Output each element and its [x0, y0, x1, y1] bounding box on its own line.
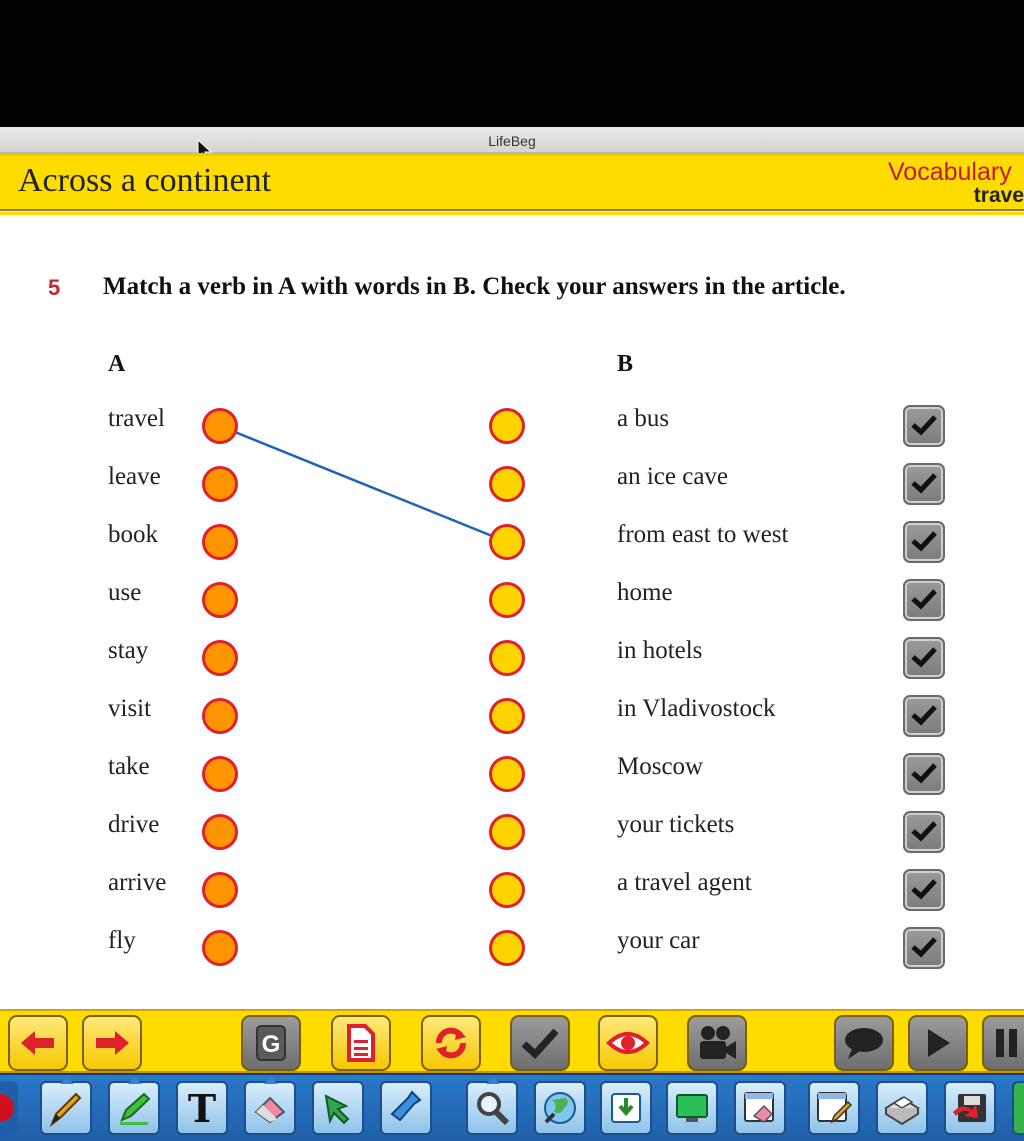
column-b-phrase: in hotels	[617, 637, 703, 664]
column-b-dot[interactable]	[489, 814, 525, 850]
text-tool-button[interactable]	[176, 1081, 228, 1135]
highlighter-tool-button[interactable]	[108, 1081, 160, 1135]
refresh-button[interactable]	[421, 1015, 481, 1071]
video-button[interactable]	[687, 1015, 747, 1071]
forward-arrow-icon	[93, 1028, 131, 1058]
section-sublabel: trave	[973, 184, 1024, 207]
checkmark-icon	[910, 587, 938, 611]
column-b-dot[interactable]	[489, 698, 525, 734]
column-a-word: visit	[108, 695, 152, 722]
column-a-dot[interactable]	[202, 524, 238, 560]
web-button[interactable]	[534, 1081, 586, 1135]
check-icon	[520, 1026, 560, 1060]
column-a-dot[interactable]	[202, 756, 238, 792]
column-a-dot[interactable]	[202, 408, 238, 444]
color-picker-button[interactable]	[0, 1081, 18, 1135]
column-a-word: arrive	[108, 869, 167, 896]
play-button[interactable]	[908, 1015, 968, 1071]
back-arrow-icon	[19, 1028, 57, 1058]
save-button[interactable]	[944, 1081, 996, 1135]
zoom-icon	[472, 1088, 512, 1128]
exercise-instruction: Match a verb in A with words in B. Check your answers in the article.	[103, 273, 846, 300]
pen-tool-button[interactable]	[40, 1081, 92, 1135]
check-row-button[interactable]	[903, 869, 945, 911]
check-row-button[interactable]	[903, 405, 945, 447]
eye-icon	[606, 1028, 650, 1058]
text-icon: T	[187, 1085, 217, 1131]
column-a-word: fly	[108, 927, 136, 954]
check-row-button[interactable]	[903, 463, 945, 505]
checkmark-icon	[910, 645, 938, 669]
grammar-button[interactable]	[241, 1015, 301, 1071]
screen-button[interactable]	[666, 1081, 718, 1135]
column-a-word: travel	[108, 405, 165, 432]
check-row-button[interactable]	[903, 637, 945, 679]
check-row-button[interactable]	[903, 927, 945, 969]
column-b-phrase: a travel agent	[617, 869, 752, 896]
column-a-dot[interactable]	[202, 640, 238, 676]
column-b-phrase: in Vladivostock	[617, 695, 776, 722]
pause-button[interactable]	[982, 1015, 1024, 1071]
back-button[interactable]	[8, 1015, 68, 1071]
column-b-phrase: a bus	[617, 405, 670, 432]
checkmark-icon	[910, 413, 938, 437]
connection-travel-to-from-east-to-west	[220, 426, 507, 542]
activity-toolbar	[0, 1009, 1024, 1073]
column-b-dot[interactable]	[489, 524, 525, 560]
column-b-dot[interactable]	[489, 640, 525, 676]
show-answers-button[interactable]	[598, 1015, 658, 1071]
window-title-bar	[0, 127, 1024, 153]
column-b-dot[interactable]	[489, 582, 525, 618]
pointer-tool-button[interactable]	[312, 1081, 364, 1135]
download-icon	[606, 1088, 646, 1128]
speech-bubble-icon	[842, 1025, 886, 1061]
column-a-dot[interactable]	[202, 872, 238, 908]
unit-title: Across a continent	[18, 162, 272, 199]
column-b-dot[interactable]	[489, 466, 525, 502]
window-title: LifeBeg	[488, 133, 536, 149]
column-a-dot[interactable]	[202, 698, 238, 734]
column-a-dot[interactable]	[202, 466, 238, 502]
checkmark-icon	[910, 761, 938, 785]
column-a-heading: A	[108, 351, 126, 377]
checkmark-icon	[910, 529, 938, 553]
checkmark-icon	[910, 877, 938, 901]
document-button[interactable]	[331, 1015, 391, 1071]
forward-button[interactable]	[82, 1015, 142, 1071]
check-row-button[interactable]	[903, 753, 945, 795]
column-b-phrase: an ice cave	[617, 463, 729, 490]
grammar-icon	[254, 1023, 288, 1063]
checkmark-icon	[910, 935, 938, 959]
column-b-phrase: your car	[617, 927, 700, 954]
column-b-heading: B	[617, 351, 634, 377]
save-icon	[950, 1088, 990, 1128]
exercise-number: 5	[48, 275, 61, 300]
column-b-phrase: home	[617, 579, 673, 606]
check-row-button[interactable]	[903, 521, 945, 563]
column-a-dot[interactable]	[202, 814, 238, 850]
print-button[interactable]	[876, 1081, 928, 1135]
check-row-button[interactable]	[903, 695, 945, 737]
check-row-button[interactable]	[903, 579, 945, 621]
column-a-word: stay	[108, 637, 149, 664]
checkmark-icon	[910, 471, 938, 495]
checkmark-icon	[910, 703, 938, 727]
drawing-toolbar	[0, 1073, 1024, 1141]
pause-icon	[992, 1026, 1022, 1060]
zoom-tool-button[interactable]	[466, 1081, 518, 1135]
eraser-icon	[250, 1088, 290, 1128]
column-a-word: take	[108, 753, 150, 780]
column-b-phrase: Moscow	[617, 753, 704, 780]
pointer-icon	[318, 1088, 358, 1128]
document-icon	[345, 1023, 377, 1063]
column-a-word: drive	[108, 811, 160, 838]
download-button[interactable]	[600, 1081, 652, 1135]
column-b-dot[interactable]	[489, 930, 525, 966]
red-color-icon	[0, 1086, 14, 1130]
checkmark-icon	[910, 819, 938, 843]
column-a-word: book	[108, 521, 158, 548]
window-pen-icon	[814, 1088, 854, 1128]
column-a-dot[interactable]	[202, 930, 238, 966]
highlighter-icon	[114, 1088, 154, 1128]
section-label: Vocabulary	[888, 158, 1012, 186]
check-row-button[interactable]	[903, 811, 945, 853]
refresh-icon	[431, 1023, 471, 1063]
video-camera-icon	[695, 1023, 739, 1063]
annotate-window-button[interactable]	[808, 1081, 860, 1135]
column-a-word: leave	[108, 463, 161, 490]
hand-tool-button[interactable]	[380, 1081, 432, 1135]
screen-icon	[672, 1088, 712, 1128]
exercise-page	[0, 153, 1024, 1009]
comment-button[interactable]	[834, 1015, 894, 1071]
column-b-dot[interactable]	[489, 872, 525, 908]
printer-icon	[882, 1088, 922, 1128]
eraser-tool-button[interactable]	[244, 1081, 296, 1135]
column-a-dot[interactable]	[202, 582, 238, 618]
pen-icon	[46, 1088, 86, 1128]
play-icon	[923, 1026, 953, 1060]
column-b-dot[interactable]	[489, 756, 525, 792]
globe-icon	[540, 1088, 580, 1128]
next-tool-button[interactable]	[1012, 1081, 1024, 1135]
column-b-phrase: your tickets	[617, 811, 735, 838]
column-b-dot[interactable]	[489, 408, 525, 444]
grammar-letter: G	[261, 1031, 281, 1058]
clear-window-button[interactable]	[734, 1081, 786, 1135]
window-eraser-icon	[740, 1088, 780, 1128]
hand-icon	[386, 1088, 426, 1128]
column-a-word: use	[108, 579, 142, 606]
column-b-phrase: from east to west	[617, 521, 789, 548]
check-answers-button[interactable]	[510, 1015, 570, 1071]
